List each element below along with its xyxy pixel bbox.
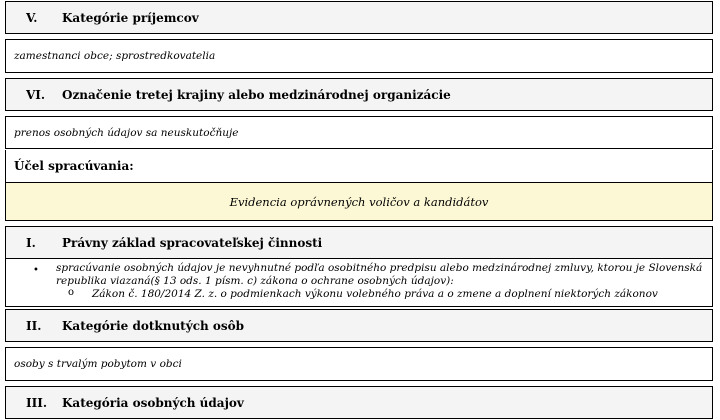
section-iii-header (5, 386, 713, 419)
section-title: Kategória osobných údajov (62, 395, 244, 410)
purpose-value-row (5, 183, 713, 221)
section-title: Kategórie dotknutých osôb (62, 318, 245, 333)
section-title: Právny základ spracovateľskej činnosti (62, 235, 323, 250)
section-body-text: zamestnanci obce; sprostredkovatelia (14, 50, 216, 62)
section-number: I. (26, 235, 36, 250)
section-v-body (5, 39, 713, 73)
section-number: II. (26, 318, 42, 333)
legal-basis-item: spracúvanie osobných údajov je nevyhnutné podľa osobitného predpisu alebo medzinárodnej zmluvy, ktorou je Slovenská republika viazaná(§ 13 ods. 1 písm. c) zákona o ochrane osobných údajov): (56, 262, 703, 287)
purpose-label-row (5, 150, 713, 183)
section-i-header (5, 226, 713, 259)
section-ii-header (5, 309, 713, 342)
section-v-header (5, 1, 713, 34)
legal-basis-list (6, 259, 712, 306)
section-title: Kategórie príjemcov (62, 10, 199, 25)
section-number: III. (26, 395, 48, 410)
section-ii-body (5, 347, 713, 381)
sub-bullet-marker: o (68, 287, 75, 298)
purpose-label: Účel spracúvania: (14, 159, 134, 173)
purpose-value: Evidencia oprávnených voličov a kandidátov (229, 194, 489, 209)
section-body-text: prenos osobných údajov sa neuskutočňuje (14, 126, 239, 139)
section-title: Označenie tretej krajiny alebo medzinárodnej organizácie (62, 87, 451, 102)
section-vi-header (5, 78, 713, 111)
section-vi-body (5, 116, 713, 149)
bullet-marker: • (33, 265, 39, 276)
section-body-text: osoby s trvalým pobytom v obci (14, 358, 182, 370)
section-number: VI. (26, 87, 46, 102)
section-number: V. (26, 10, 38, 25)
legal-basis-subitem: Zákon č. 180/2014 Z. z. o podmienkach výkonu volebného práva a o zmene a doplnení niektorých zákonov (92, 288, 658, 300)
section-i-body (5, 259, 713, 307)
